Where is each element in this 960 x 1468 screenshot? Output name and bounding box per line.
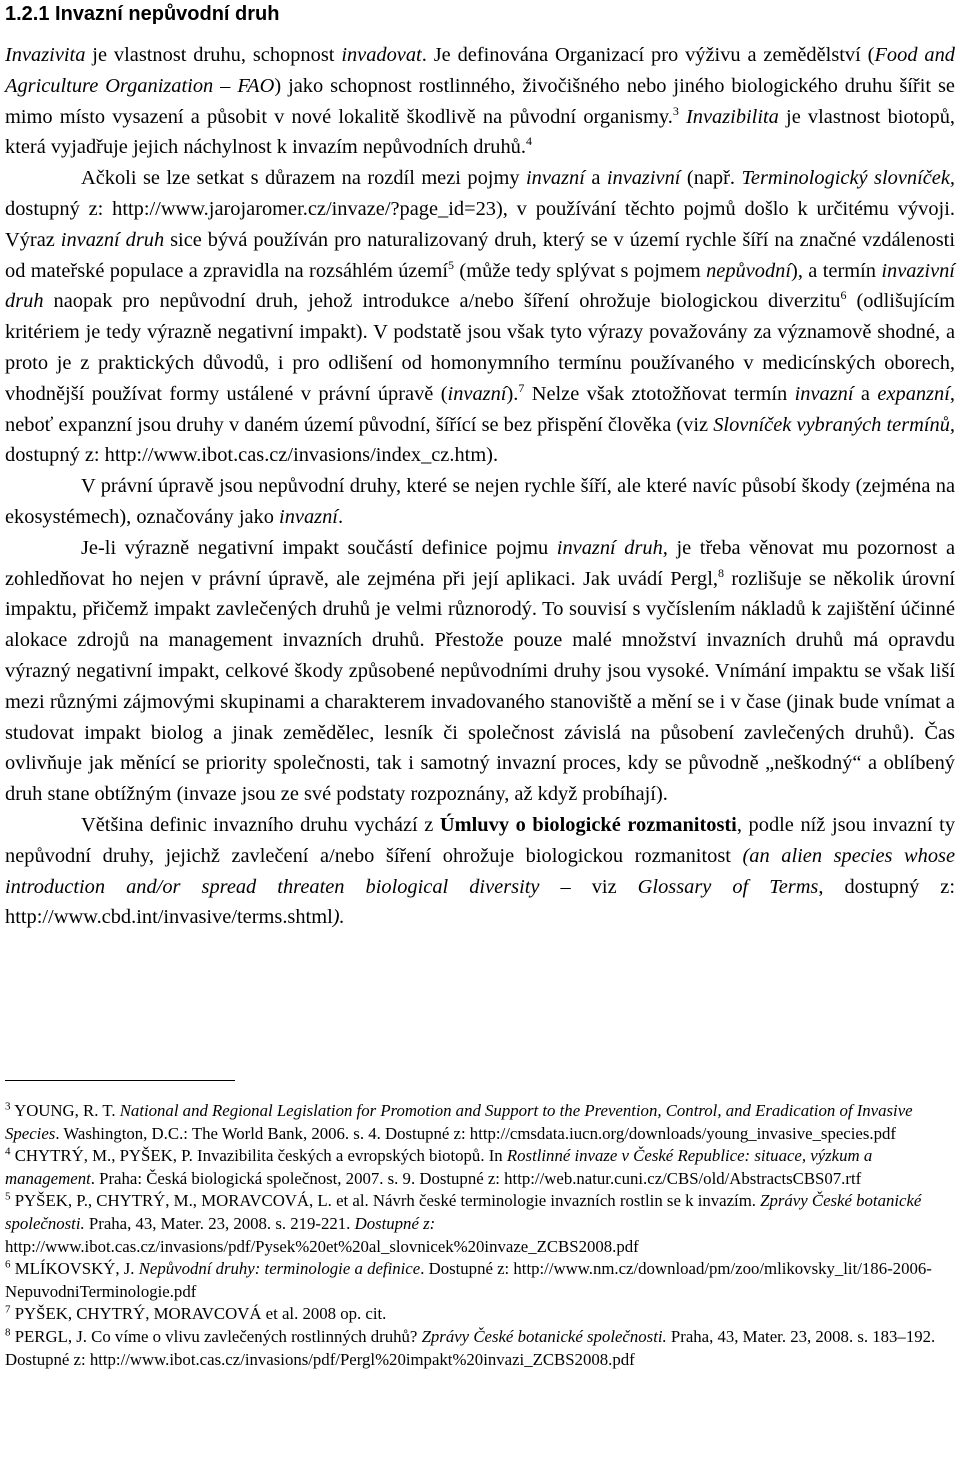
paragraph-invazivita <box>5 40 955 163</box>
text-run: Praha, 43, Mater. 23, 2008. s. 219-221. <box>84 1213 355 1233</box>
text-run: PYŠEK, P., CHYTRÝ, M., MORAVCOVÁ, L. et al. Návrh české terminologie invazních rostlin se k invazím. <box>10 1191 761 1211</box>
quote-english-definition: (an alien species whose introduction and/or spread threaten biological diversity <box>5 844 956 898</box>
text-run: V právní úpravě jsou nepůvodní druhy, které se nejen rychle šíří, ale které navíc působí škody (zejména na ekosystémech), označovány jako <box>5 475 955 528</box>
text-run: je vlastnost biotopů, která vyjadřuje jejich náchylnost k invazím nepůvodních druhů. <box>5 105 955 159</box>
paragraph-impact <box>5 533 955 810</box>
text-run: . Praha: Česká biologická společnost, 2007. s. 9. Dostupné z: http://web.natur.cuni.cz/CBS/old/AbstractsCBS07.rtf <box>90 1168 862 1188</box>
title-glossary-of-terms: Glossary of Terms <box>637 875 819 898</box>
text-run: (např. <box>680 167 742 190</box>
term-invazni-druh: invazní druh, <box>556 536 668 559</box>
footnote-4 <box>5 1145 950 1190</box>
footnote-number: 7 <box>5 1303 11 1316</box>
text-run: ). <box>332 906 345 929</box>
citation-title: Rostlinné invaze v České Republice: situace, výzkum a management <box>5 1146 873 1188</box>
term-invazni-druh: invazní druh <box>60 228 165 251</box>
text-run: , dostupný z: http://www.cbd.int/invasive/terms.shtml <box>5 875 956 929</box>
title-terminologicky-slovnicek: Terminologický slovníček, <box>741 167 955 190</box>
text-run: ). <box>506 382 519 405</box>
footnote-8 <box>5 1326 950 1371</box>
text-run: PYŠEK, CHYTRÝ, MORAVCOVÁ et al. 2008 op. cit. <box>10 1304 387 1324</box>
footnote-ref-3[interactable]: 3 <box>672 103 679 118</box>
text-run: – viz <box>539 875 638 898</box>
text-run: rozlišuje se několik úrovní impaktu, přičemž impakt zavlečených druhů je velmi různorodý. To souvisí s vyčíslením nákladů k zajištění účinné alokace zdrojů na management invazních druhů. Přestože pouze malé množství invazních druhů má opravdu výrazný negativní impakt, celkové škody způsobené nepůvodními druhy jsou vysoké. Vnímání impaktu se však liší mezi různými zájmovými skupinami a charakterem invadovaného stanoviště a mění se i v čase (jinak bude vnímat a studovat impakt biolog a jinak zemědělec, lesník či společnost závislá na působení zavlečených druhů). Čas ovlivňuje jak měnící se priority společnosti, tak i samotný invazní proces, kdy se původně „neškodný“ a oblíbený druh stane obtížným (invaze jsou ze své podstaty rozpoznány, až když probíhají). <box>5 567 955 806</box>
paragraph-legal <box>5 471 955 533</box>
citation-title: Zprávy České botanické společnosti. <box>421 1326 667 1346</box>
text-run: Dostupné z: <box>354 1213 436 1233</box>
section-heading: 1.2.1 Invazní nepůvodní druh <box>5 3 280 25</box>
text-run: PERGL, J. Co víme o vlivu zavlečených rostlinných druhů? <box>10 1326 422 1346</box>
footnote-separator <box>5 1080 235 1081</box>
footnote-number: 5 <box>5 1190 11 1203</box>
text-run: ) jako schopnost rostlinného, živočišného nebo jiného biologického druhu šířit se mimo místo vysazení a působit v nové lokalitě škodlivě na původní organismy. <box>5 74 955 128</box>
footnote-5 <box>5 1190 950 1258</box>
body-text <box>5 40 955 933</box>
text-run: dostupný z: http://www.ibot.cas.cz/invasions/index_cz.htm). <box>5 444 499 467</box>
footnote-7 <box>5 1303 950 1326</box>
text-run: Praha, 43, Mater. 23, 2008. s. 183–192. Dostupné z: http://www.ibot.cas.cz/invasions/pdf/Pergl%20impakt%20invazi_ZCBS2008.pdf <box>5 1326 936 1369</box>
text-run: a <box>853 382 878 405</box>
term-expanzni: expanzní <box>877 382 950 405</box>
term-invazni: invazní <box>525 167 585 190</box>
text-run: MLÍKOVSKÝ, J. <box>10 1259 139 1279</box>
text-run: dostupný z: http://www.jarojaromer.cz/invaze/?page_id=23), v používání těchto pojmů došlo k určitému vývoji. Výraz <box>5 197 955 251</box>
text-run: CHYTRÝ, M., PYŠEK, P. Invazibilita českých a evropských biotopů. In <box>10 1146 507 1166</box>
text-run: a <box>584 167 607 190</box>
footnote-ref-4[interactable]: 4 <box>525 134 532 149</box>
footnote-ref-5[interactable]: 5 <box>448 257 455 272</box>
term-invadovat: invadovat <box>341 44 422 66</box>
text-run: . Dostupné z: http://www.nm.cz/download/pm/zoo/mlikovsky_lit/186-2006-NepuvodniTerminologie.pdf <box>5 1259 932 1301</box>
citation-title: Zprávy České botanické společnosti. <box>5 1191 922 1233</box>
term-invazni: invazní <box>279 505 338 528</box>
paragraph-terminology <box>5 163 955 471</box>
text-run: . Washington, D.C.: The World Bank, 2006. s. 4. Dostupné z: http://cmsdata.iucn.org/downloads/young_invasive_species.pdf <box>55 1123 896 1143</box>
term-fao: Food and Agriculture Organization – FAO <box>5 44 955 97</box>
footnote-3 <box>5 1100 950 1145</box>
text-run: Nelze však ztotožňovat termín <box>524 382 795 405</box>
text-run: (odlišujícím kritériem je tedy výrazně negativní impakt). V podstatě jsou však tyto výrazy považovány za významově shodné, a proto je z praktických důvodů, i pro odlišení od homonymního termínu používaného v medicínských oborech, vhodnější používat formy ustálené v právní úpravě ( <box>5 290 955 405</box>
citation-title: Nepůvodní druhy: terminologie a definice <box>138 1259 421 1279</box>
title-slovnicek-terminu: Slovníček vybraných termínů, <box>713 413 956 436</box>
term-invazibilita: Invazibilita <box>685 105 779 128</box>
text-run: . <box>337 505 344 528</box>
footnote-ref-6[interactable]: 6 <box>840 288 847 303</box>
footnotes <box>5 1100 950 1371</box>
paragraph-definitions <box>5 810 955 933</box>
term-invazivni: invazivní <box>606 167 681 190</box>
footnote-number: 8 <box>5 1326 11 1339</box>
footnote-number: 6 <box>5 1258 11 1271</box>
term-invazivita: Invazivita <box>5 44 86 66</box>
term-nepuvodni: nepůvodní <box>706 259 792 282</box>
text-run <box>679 106 686 128</box>
text-run: Většina definic invazního druhu vychází z <box>81 813 440 836</box>
footnote-ref-8[interactable]: 8 <box>717 565 724 580</box>
footnote-6 <box>5 1258 950 1303</box>
text-run: YOUNG, R. T. <box>10 1101 120 1120</box>
text-run: . Je definována Organizací pro výživu a zemědělství ( <box>421 44 875 66</box>
text-run: Je-li výrazně negativní impakt součástí definice pojmu <box>81 536 557 559</box>
text-run: ), a termín <box>791 259 882 282</box>
footnote-number: 4 <box>5 1145 11 1158</box>
term-invazni: invazní <box>447 382 507 405</box>
text-run: , neboť expanzní jsou druhy v daném území původní, šířící se bez přispění člověka (viz <box>5 382 955 436</box>
term-invazivni-druh: invazivní druh <box>5 259 955 313</box>
citation-title: National and Regional Legislation for Promotion and Support to the Prevention, Control, and Eradication of Invasive Species <box>5 1101 913 1143</box>
text-run: (může tedy splývat s pojmem <box>454 259 707 282</box>
text-run: naopak pro nepůvodní druh, jehož introdukce a/nebo šíření ohrožuje biologickou diverzitu <box>43 290 841 313</box>
text-run: sice bývá používán pro naturalizovaný druh, který se v území rychle šíří na značné vzdálenosti od mateřské populace a zpravidla na rozsáhlém území <box>5 228 955 282</box>
term-invazni: invazní <box>794 382 854 405</box>
title-umluva: Úmluvy o biologické rozmanitosti <box>439 813 737 836</box>
footnote-number: 3 <box>5 1100 11 1113</box>
text-run: je třeba věnovat mu pozornost a zohledňovat ho nejen v právní úpravě, ale zejména při její aplikaci. Jak uvádí Pergl, <box>5 536 956 590</box>
footnote-ref-7[interactable]: 7 <box>518 380 525 395</box>
text-run: http://www.ibot.cas.cz/invasions/pdf/Pysek%20et%20al_slovnicek%20invaze_ZCBS2008.pdf <box>5 1236 639 1256</box>
text-run: Ačkoli se lze setkat s důrazem na rozdíl mezi pojmy <box>81 167 526 190</box>
text-run: , podle níž jsou invazní ty nepůvodní druhy, jejichž zavlečení a/nebo šíření ohrožuje biologickou rozmanitost <box>5 813 956 867</box>
text-run: je vlastnost druhu, schopnost <box>85 44 342 66</box>
